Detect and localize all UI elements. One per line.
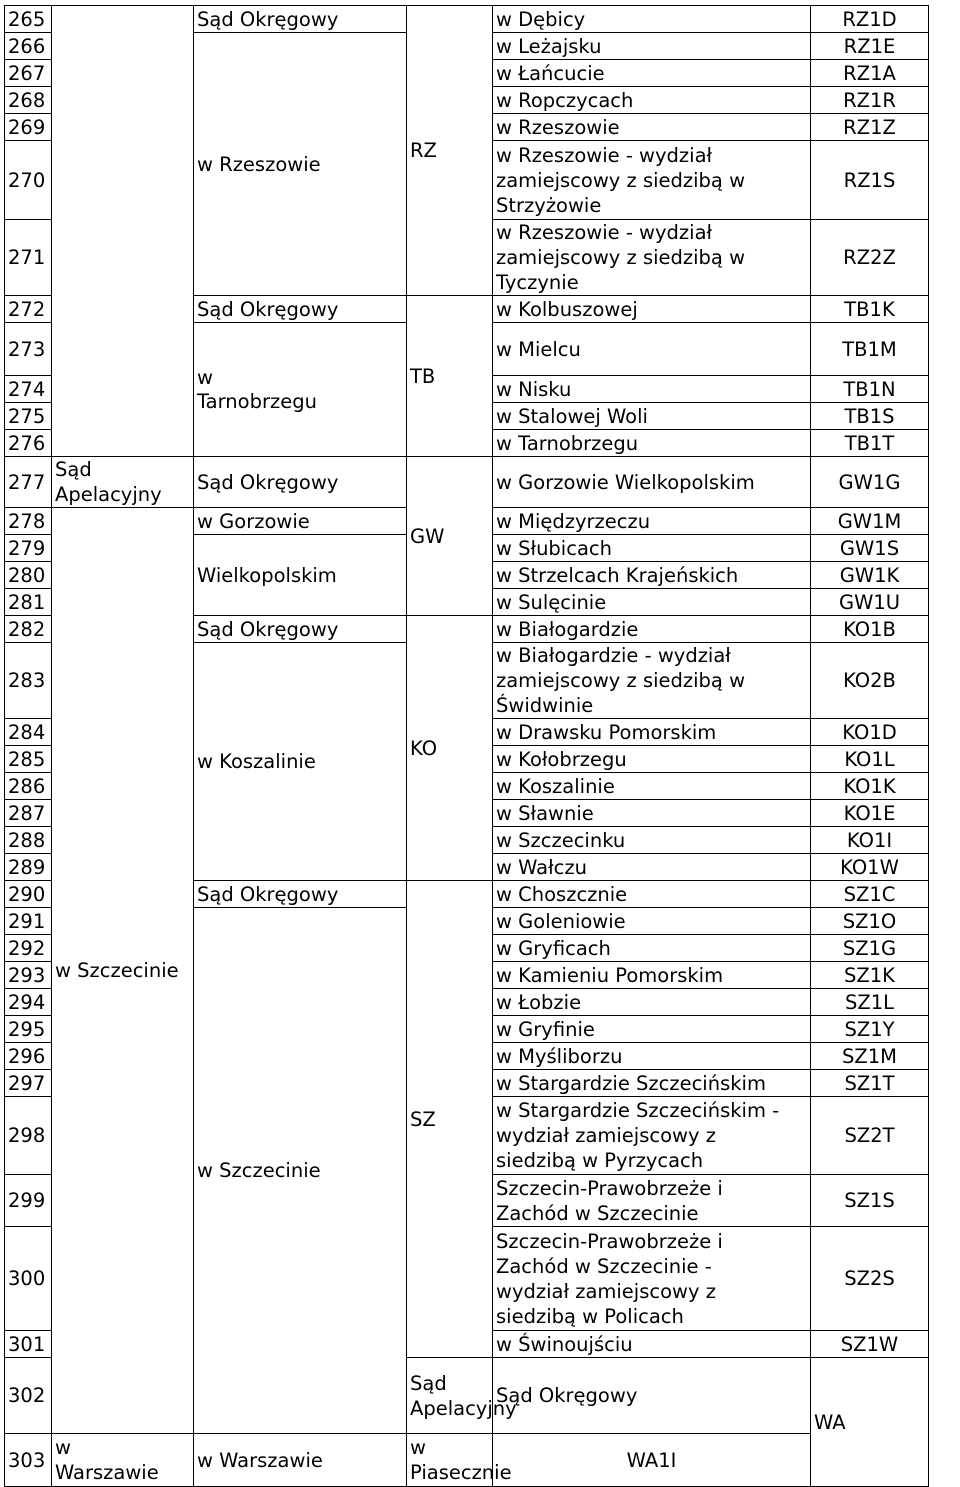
district-court-cell: w Nisku <box>493 376 811 403</box>
row-number: 284 <box>5 719 52 746</box>
district-court-cell: w Słubicach <box>493 535 811 562</box>
district-court-cell: w Kamieniu Pomorskim <box>493 962 811 989</box>
regional-court-cell: w Szczecinie <box>194 908 407 1434</box>
district-court-cell: w Koszalinie <box>493 773 811 800</box>
row-number: 292 <box>5 935 52 962</box>
appeal-court-line: Apelacyjny <box>410 1396 517 1420</box>
row-number: 288 <box>5 827 52 854</box>
row-number: 270 <box>5 141 52 220</box>
district-court-cell <box>493 1227 811 1331</box>
row-number: 271 <box>5 220 52 296</box>
court-symbol-cell: GW1G <box>811 457 929 508</box>
regional-court-cell: Wielkopolskim <box>194 535 407 616</box>
district-court-cell: w Gryficach <box>493 935 811 962</box>
district-court-cell: w Kołobrzegu <box>493 746 811 773</box>
regional-court-line: w <box>197 365 213 389</box>
court-symbol-cell: SZ2S <box>811 1227 929 1331</box>
court-symbol-cell: RZ1R <box>811 87 929 114</box>
regional-court-cell: Sąd Okręgowy <box>194 457 407 508</box>
district-court-cell: w Gryfinie <box>493 1016 811 1043</box>
row-number: 285 <box>5 746 52 773</box>
district-court-cell: w Sławnie <box>493 800 811 827</box>
regional-court-cell: w Koszalinie <box>194 643 407 881</box>
row-number: 277 <box>5 457 52 508</box>
court-code-cell: KO <box>407 616 493 881</box>
appeal-court-line: Sąd <box>410 1371 447 1395</box>
table-row <box>5 457 929 508</box>
row-number: 297 <box>5 1070 52 1097</box>
court-symbol-cell: TB1M <box>811 323 929 376</box>
court-code-cell: SZ <box>407 881 493 1358</box>
district-court-cell: w Wałczu <box>493 854 811 881</box>
court-symbol-cell: SZ1O <box>811 908 929 935</box>
row-number: 279 <box>5 535 52 562</box>
district-court-line: Zachód w Szczecinie - <box>496 1254 712 1278</box>
court-register-body <box>5 6 929 1487</box>
row-number: 303 <box>5 1434 52 1487</box>
regional-court-cell: w Rzeszowie <box>194 33 407 296</box>
court-code-cell: WA <box>811 1358 929 1487</box>
district-court-cell <box>493 220 811 296</box>
district-court-line: wydział zamiejscowy z <box>496 1279 716 1303</box>
row-number: 293 <box>5 962 52 989</box>
court-symbol-cell: SZ2T <box>811 1097 929 1175</box>
court-symbol-cell: SZ1G <box>811 935 929 962</box>
district-court-cell: w Szczecinku <box>493 827 811 854</box>
court-symbol-cell: KO2B <box>811 643 929 719</box>
district-court-cell: w Łobzie <box>493 989 811 1016</box>
row-number: 283 <box>5 643 52 719</box>
row-number: 291 <box>5 908 52 935</box>
district-court-line: zamiejscowy z siedzibą w <box>496 246 746 269</box>
district-court-cell: w Kolbuszowej <box>493 296 811 323</box>
row-number: 282 <box>5 616 52 643</box>
district-court-cell: w Goleniowie <box>493 908 811 935</box>
court-code-cell: TB <box>407 296 493 457</box>
district-court-line: siedzibą w Pyrzycach <box>496 1149 704 1172</box>
court-symbol-cell: KO1W <box>811 854 929 881</box>
court-symbol-cell: SZ1K <box>811 962 929 989</box>
court-symbol-cell: KO1L <box>811 746 929 773</box>
row-number: 281 <box>5 589 52 616</box>
row-number: 268 <box>5 87 52 114</box>
court-symbol-cell: RZ2Z <box>811 220 929 296</box>
district-court-cell: w Drawsku Pomorskim <box>493 719 811 746</box>
row-number: 290 <box>5 881 52 908</box>
district-court-line: Świdwinie <box>496 694 594 717</box>
court-symbol-cell: SZ1L <box>811 989 929 1016</box>
court-symbol-cell: GW1S <box>811 535 929 562</box>
district-court-cell: w Leżajsku <box>493 33 811 60</box>
district-court-line: zamiejscowy z siedzibą w <box>496 669 746 692</box>
court-symbol-cell: KO1I <box>811 827 929 854</box>
row-number: 298 <box>5 1097 52 1175</box>
court-symbol-cell: TB1S <box>811 403 929 430</box>
district-court-line: w Białogardzie - wydział <box>496 644 731 667</box>
district-court-cell <box>493 141 811 220</box>
court-symbol-cell: TB1T <box>811 430 929 457</box>
district-court-line: Szczecin-Prawobrzeże i <box>496 1229 723 1253</box>
court-register-table <box>4 5 929 1487</box>
court-symbol-cell: SZ1M <box>811 1043 929 1070</box>
district-court-cell: w Choszcznie <box>493 881 811 908</box>
court-symbol-cell: RZ1A <box>811 60 929 87</box>
row-number: 272 <box>5 296 52 323</box>
court-code-cell: RZ <box>407 6 493 296</box>
district-court-cell: w Ropczycach <box>493 87 811 114</box>
district-court-cell: w Piasecznie <box>407 1434 493 1487</box>
row-number: 302 <box>5 1358 52 1434</box>
court-symbol-cell: SZ1S <box>811 1175 929 1227</box>
district-court-cell: w Strzelcach Krajeńskich <box>493 562 811 589</box>
court-symbol-cell: KO1K <box>811 773 929 800</box>
district-court-line: Tyczynie <box>496 271 579 294</box>
row-number: 275 <box>5 403 52 430</box>
court-symbol-cell: KO1D <box>811 719 929 746</box>
regional-court-cell: w Gorzowie <box>194 508 407 535</box>
appeal-court-cell <box>407 1358 517 1434</box>
district-court-line: zamiejscowy z siedzibą w <box>496 168 746 192</box>
district-court-cell: w Stargardzie Szczecińskim <box>493 1070 811 1097</box>
court-symbol-cell: KO1E <box>811 800 929 827</box>
district-court-line: w Stargardzie Szczecińskim - <box>496 1099 780 1122</box>
court-symbol-cell: TB1K <box>811 296 929 323</box>
district-court-cell: w Dębicy <box>493 6 811 33</box>
appeal-court-line: Apelacyjny <box>55 483 162 506</box>
district-court-line: wydział zamiejscowy z <box>496 1124 716 1147</box>
regional-court-cell: Sąd Okręgowy <box>194 6 407 33</box>
district-court-line: Strzyżowie <box>496 193 602 217</box>
regional-court-cell: Sąd Okręgowy <box>493 1358 811 1434</box>
district-court-cell: w Mielcu <box>493 323 811 376</box>
court-symbol-cell: SZ1W <box>811 1331 929 1358</box>
court-symbol-cell: SZ1T <box>811 1070 929 1097</box>
district-court-line: Szczecin-Prawobrzeże i <box>496 1176 723 1200</box>
appeal-court-cell <box>52 1434 194 1487</box>
district-court-cell: w Tarnobrzegu <box>493 430 811 457</box>
appeal-court-cell <box>52 457 194 508</box>
row-number: 299 <box>5 1175 52 1227</box>
row-number: 266 <box>5 33 52 60</box>
district-court-line: w Rzeszowie - wydział <box>496 221 713 244</box>
regional-court-line: Tarnobrzegu <box>197 389 317 413</box>
district-court-line: Zachód w Szczecinie <box>496 1201 699 1225</box>
district-court-line: siedzibą w Policach <box>496 1304 684 1328</box>
district-court-cell <box>493 643 811 719</box>
regional-court-cell <box>194 323 407 457</box>
court-symbol-cell: RZ1Z <box>811 114 929 141</box>
row-number: 296 <box>5 1043 52 1070</box>
row-number: 265 <box>5 6 52 33</box>
row-number: 267 <box>5 60 52 87</box>
district-court-cell: w Sulęcinie <box>493 589 811 616</box>
court-symbol-cell: RZ1D <box>811 6 929 33</box>
court-symbol-cell: WA1I <box>493 1434 811 1487</box>
district-court-cell: w Świnoujściu <box>493 1331 811 1358</box>
row-number: 294 <box>5 989 52 1016</box>
district-court-cell: w Gorzowie Wielkopolskim <box>493 457 811 508</box>
row-number: 278 <box>5 508 52 535</box>
appeal-court-line: w <box>55 1436 71 1459</box>
row-number: 287 <box>5 800 52 827</box>
district-court-cell <box>493 1175 811 1227</box>
row-number: 301 <box>5 1331 52 1358</box>
appeal-court-line: Warszawie <box>55 1461 159 1484</box>
court-symbol-cell: KO1B <box>811 616 929 643</box>
appeal-court-cell: w Szczecinie <box>52 508 194 1434</box>
court-symbol-cell: GW1M <box>811 508 929 535</box>
row-number: 289 <box>5 854 52 881</box>
district-court-line: w Rzeszowie - wydział <box>496 143 713 167</box>
district-court-cell <box>493 1097 811 1175</box>
row-number: 274 <box>5 376 52 403</box>
row-number: 276 <box>5 430 52 457</box>
court-symbol-cell: RZ1S <box>811 141 929 220</box>
row-number: 280 <box>5 562 52 589</box>
regional-court-cell: Sąd Okręgowy <box>194 296 407 323</box>
regional-court-cell: w Warszawie <box>194 1434 407 1487</box>
row-number: 273 <box>5 323 52 376</box>
district-court-cell: w Myśliborzu <box>493 1043 811 1070</box>
court-symbol-cell: GW1K <box>811 562 929 589</box>
row-number: 295 <box>5 1016 52 1043</box>
court-symbol-cell: GW1U <box>811 589 929 616</box>
district-court-cell: w Międzyrzeczu <box>493 508 811 535</box>
court-symbol-cell: TB1N <box>811 376 929 403</box>
regional-court-cell: Sąd Okręgowy <box>194 881 407 908</box>
appeal-court-line: Sąd <box>55 458 92 481</box>
appeal-court-cell <box>52 6 194 457</box>
district-court-cell: w Rzeszowie <box>493 114 811 141</box>
district-court-cell: w Białogardzie <box>493 616 811 643</box>
court-symbol-cell: SZ1Y <box>811 1016 929 1043</box>
district-court-cell: w Łańcucie <box>493 60 811 87</box>
court-code-cell: GW <box>407 457 493 616</box>
table-row <box>5 1434 929 1487</box>
court-symbol-cell: SZ1C <box>811 881 929 908</box>
regional-court-cell: Sąd Okręgowy <box>194 616 407 643</box>
district-court-cell: w Stalowej Woli <box>493 403 811 430</box>
row-number: 286 <box>5 773 52 800</box>
court-symbol-cell: RZ1E <box>811 33 929 60</box>
row-number: 269 <box>5 114 52 141</box>
table-row <box>5 6 929 33</box>
row-number: 300 <box>5 1227 52 1331</box>
